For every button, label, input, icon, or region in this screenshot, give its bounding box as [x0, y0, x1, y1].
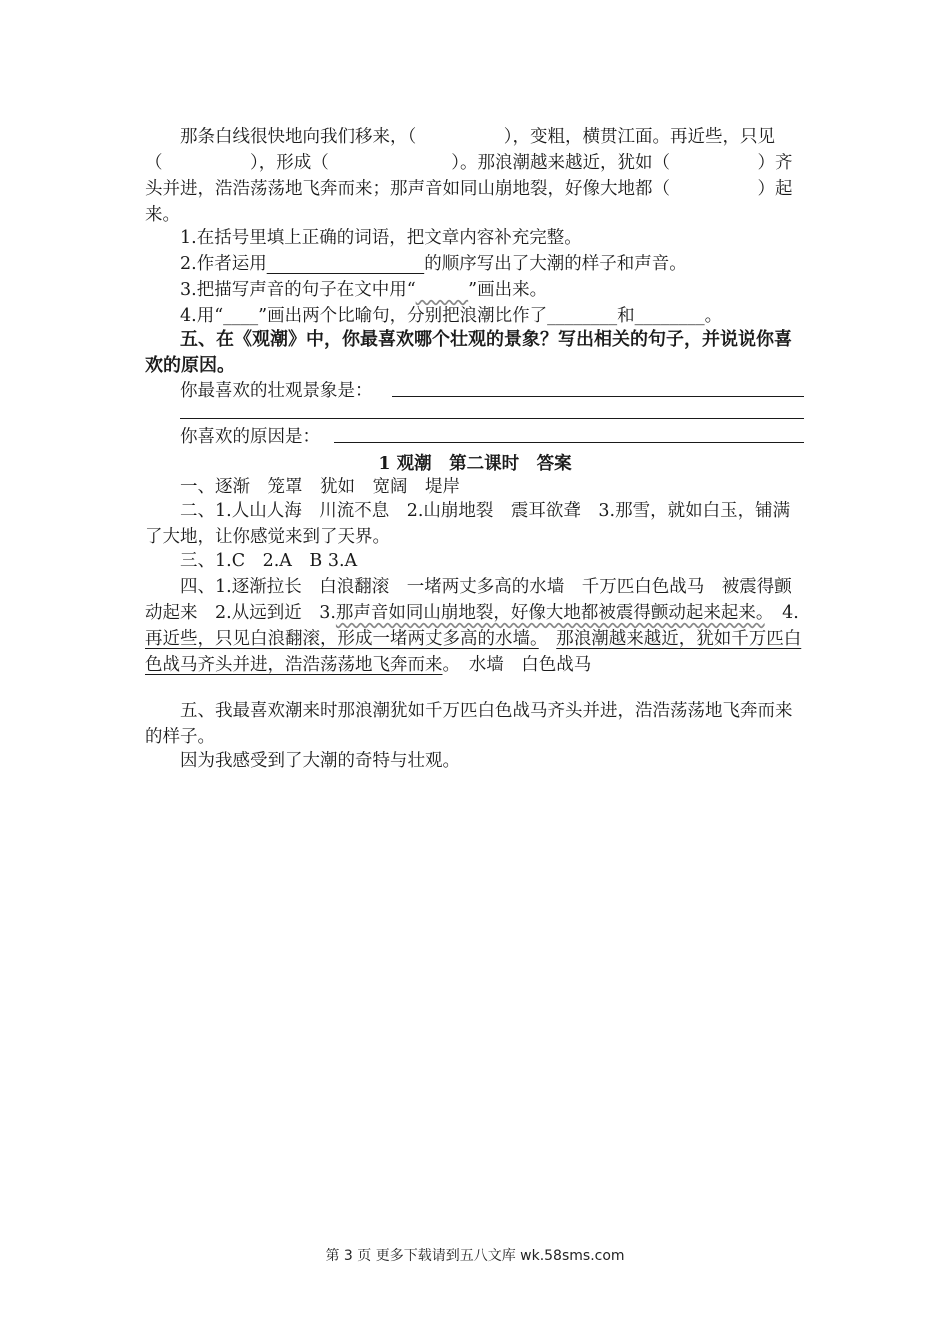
- favorite-scene-answer-line-2: [180, 418, 804, 419]
- reason-answer-line: [334, 442, 804, 443]
- question-3-wavy-mark: [416, 280, 469, 300]
- answer-4: [145, 574, 805, 678]
- answer-4-part-c: [539, 629, 557, 649]
- favorite-scene-answer-line: [392, 396, 804, 397]
- question-3-part-b: ”画出来。: [468, 280, 548, 300]
- passage-paragraph: 那条白线很快地向我们移来，（ ），变粗，横贯江面。再近些，只见（ ），形成（ ）。那浪潮越来越近，犹如（ ）齐头并进，浩浩荡荡地飞奔而来；那声音如同山崩地裂，好像大地都（ ）起来。: [145, 127, 793, 225]
- answer-4-underlined-sentence-2: 那浪潮越来越近，犹如千万匹白色战马齐头并进，浩浩荡荡地飞奔而来: [145, 629, 802, 675]
- answer-4-part-d: 。 水墙 白色战马: [442, 655, 592, 675]
- answer-4-underlined-sentence-1: 再近些，只见白浪翻滚，形成一堵两丈多高的水墙。: [145, 629, 539, 649]
- question-1: 1.在括号里填上正确的词语，把文章内容补充完整。: [180, 228, 582, 248]
- question-3-part-a: 3.把描写声音的句子在文中用“: [180, 280, 416, 300]
- answer-title: 1 观潮 第二课时 答案: [378, 454, 572, 474]
- question-3: [145, 277, 805, 303]
- answer-1: 一、逐渐 笼罩 犹如 宽阔 堤岸: [180, 477, 460, 497]
- answer-4-part-a: 四、1.逐渐拉长 白浪翻滚 一堵两丈多高的水墙 千万匹白色战马 被震得颤动起来 2.从远到近 3.: [145, 577, 792, 623]
- answer-4-part-b: 4.: [764, 603, 799, 623]
- question-2-blank: [267, 254, 425, 274]
- section-5-heading: 五、在《观潮》中，你最喜欢哪个壮观的景象？写出相关的句子，并说说你喜欢的原因。: [145, 329, 792, 376]
- reason-label: 你喜欢的原因是：: [180, 427, 320, 447]
- question-2-part-b: 的顺序写出了大潮的样子和声音。: [424, 254, 687, 274]
- question-2-part-a: 2.作者运用: [180, 254, 267, 274]
- answer-4-wavy-sentence: 那声音如同山崩地裂，好像大地都被震得颤动起来起来。: [335, 603, 765, 623]
- answer-5: 五、我最喜欢潮来时那浪潮犹如千万匹白色战马齐头并进，浩浩荡荡地飞奔而来的样子。: [145, 701, 793, 747]
- answer-3: 三、1.C 2.A B 3.A: [180, 551, 358, 571]
- page-footer: 第 3 页 更多下载请到五八文库 wk.58sms.com: [325, 1248, 625, 1264]
- answer-5-reason: 因为我感受到了大潮的奇特与壮观。: [180, 751, 460, 771]
- question-2: [145, 251, 805, 277]
- question-4: 4.用“____”画出两个比喻句，分别把浪潮比作了________和________。: [180, 306, 723, 326]
- favorite-scene-label: 你最喜欢的壮观景象是：: [180, 381, 373, 401]
- answer-2: 二、1.人山人海 川流不息 2.山崩地裂 震耳欲聋 3.那雪，就如白玉，铺满了大地，让你感觉来到了天界。: [145, 501, 791, 547]
